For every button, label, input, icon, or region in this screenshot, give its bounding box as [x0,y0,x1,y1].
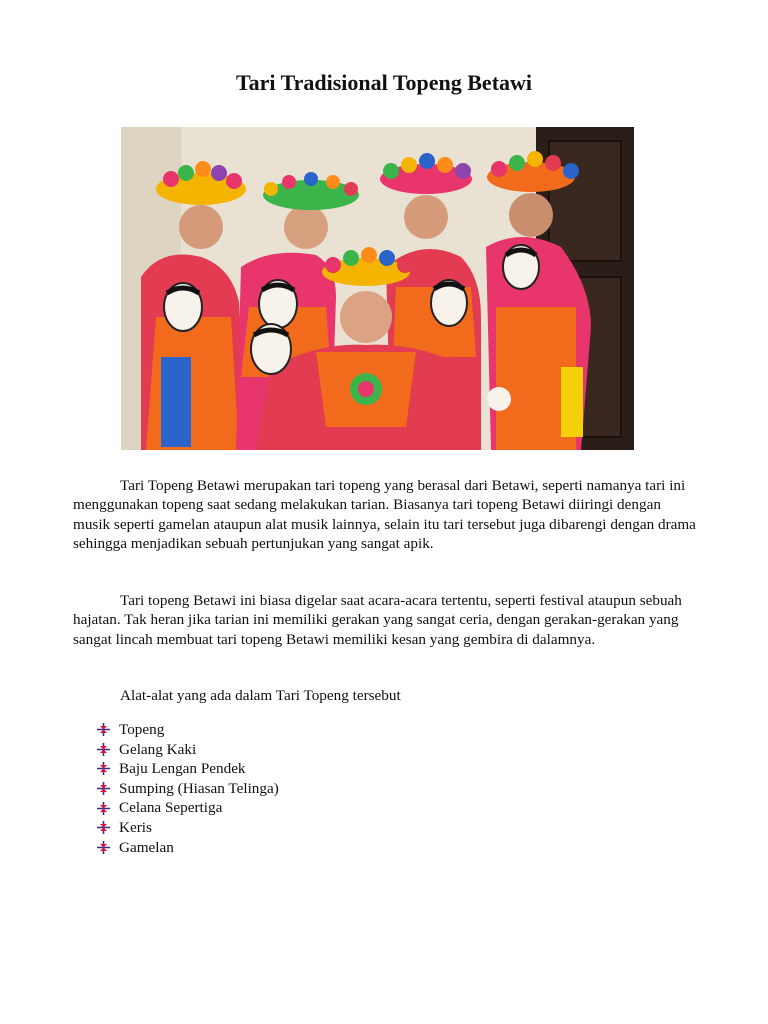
crosshair-arrow-bullet-icon [96,742,111,757]
list-item [96,779,279,799]
list-item-label: Topeng [119,721,165,738]
crosshair-arrow-bullet-icon [96,801,111,816]
page-title: Tari Tradisional Topeng Betawi [235,70,533,95]
paragraph-2: Tari topeng Betawi ini biasa digelar saat acara-acara tertentu, seperti festival ataupun sebuah hajatan. Tak heran jika tarian ini memiliki gerakan yang sangat ceria, dengan gerakan-gerakan yang sangat lincah membuat tari topeng Betawi memiliki kesan yang gembira di dalamnya. [73,592,682,648]
list-item-label: Gamelan [119,838,174,856]
crosshair-arrow-bullet-icon [96,722,111,737]
list-item [96,838,279,858]
equipment-list [96,720,279,857]
crosshair-arrow-bullet-icon [96,820,111,835]
list-item-label: Keris [119,818,152,836]
list-item-label: Celana Sepertiga [119,799,223,817]
list-item [96,798,279,818]
dancers-photo [121,127,634,450]
list-item [96,759,279,779]
list-item-label: Gelang Kaki [119,740,197,758]
paragraph-3: Alat-alat yang ada dalam Tari Topeng tersebut [120,687,401,704]
paragraph-1: Tari Topeng Betawi merupakan tari topeng yang berasal dari Betawi, seperti namanya tari ini menggunakan topeng saat sedang melakukan tarian. Biasanya tari topeng Betawi diiringi dengan musik seperti gamelan ataupun alat musik lainnya, selain itu tari tersebut juga dibarengi dengan drama sehingga menjadikan sebuah pertunjukan yang sangat apik. [73,477,696,553]
list-item [96,720,279,740]
list-item-label: Sumping (Hiasan Telinga) [119,779,279,797]
list-item-label: Baju Lengan Pendek [119,760,246,778]
crosshair-arrow-bullet-icon [96,761,111,776]
crosshair-arrow-bullet-icon [96,840,111,855]
list-item [96,740,279,760]
list-item [96,818,279,838]
crosshair-arrow-bullet-icon [96,781,111,796]
